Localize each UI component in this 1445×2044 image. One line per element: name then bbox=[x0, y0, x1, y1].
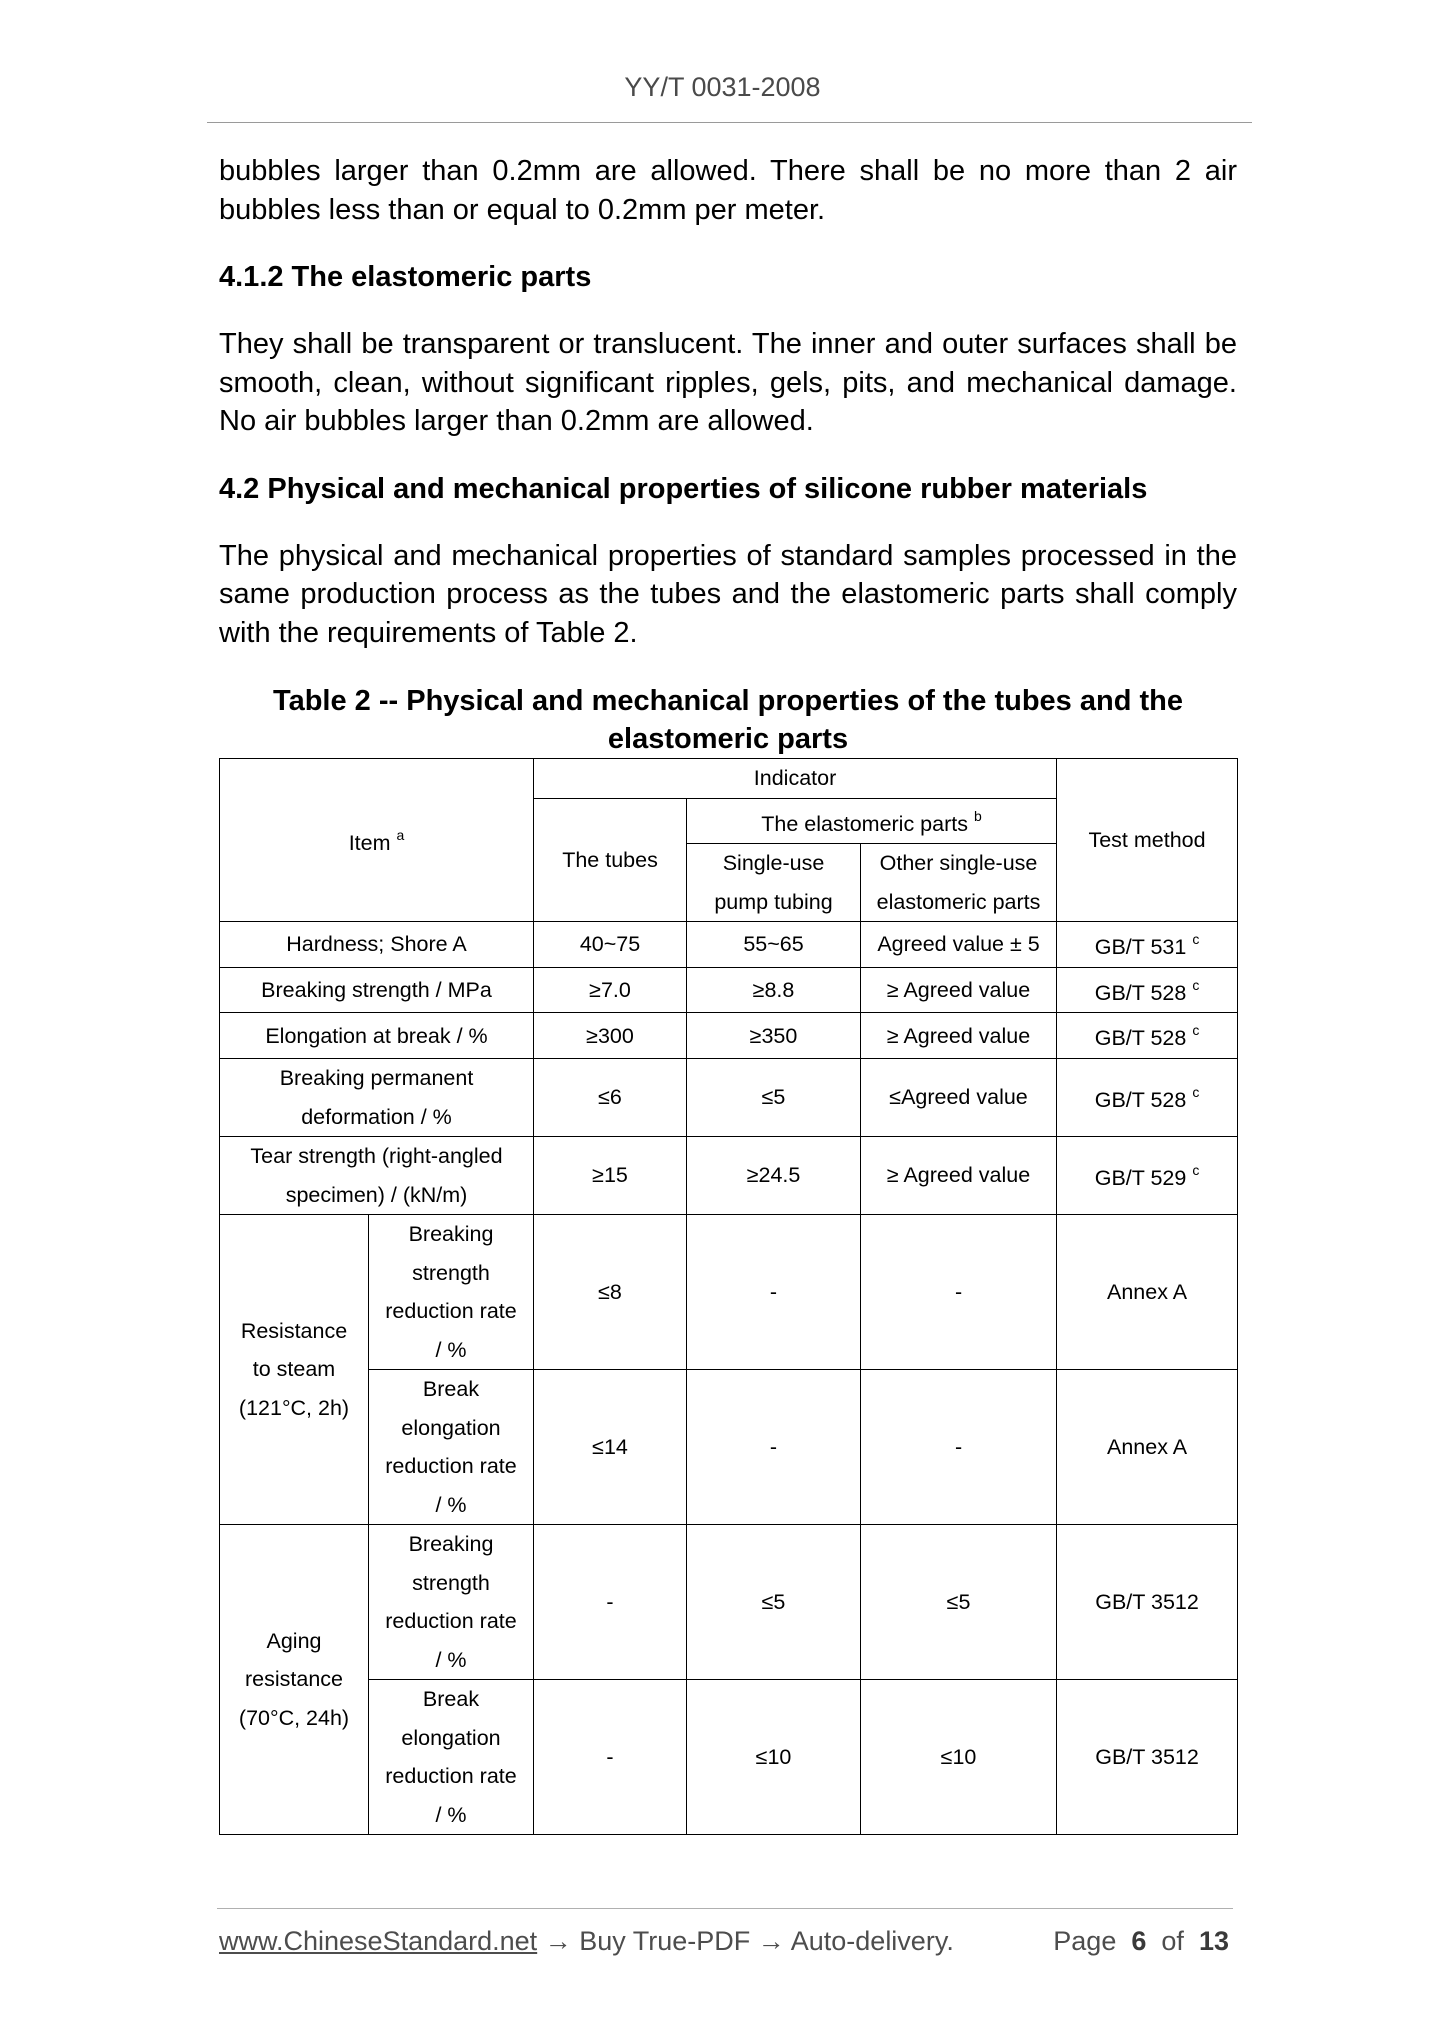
page-number: Page 6 of 13 bbox=[1053, 1926, 1229, 1956]
item-cell: Tear strength (right-angled specimen) / (kN/m) bbox=[220, 1137, 534, 1215]
paragraph-air-bubbles: bubbles larger than 0.2mm are allowed. There shall be no more than 2 air bubbles less than or equal to 0.2mm per meter. bbox=[219, 155, 1237, 226]
tubes-value-cell: ≥300 bbox=[534, 1013, 687, 1059]
pump-value-cell: 55~65 bbox=[687, 922, 861, 968]
subitem-cell: Break elongation reduction rate / % bbox=[369, 1370, 534, 1525]
table-header-row bbox=[220, 759, 1238, 799]
header-indicator-cell: Indicator bbox=[534, 759, 1057, 799]
item-footnote-mark: a bbox=[396, 826, 405, 843]
item-cell: Breaking strength / MPa bbox=[220, 967, 534, 1013]
tubes-value-cell: ≤14 bbox=[534, 1370, 687, 1525]
method-cell: GB/T 528 $^c$ bbox=[1057, 1013, 1238, 1059]
table-row bbox=[220, 1137, 1238, 1215]
table-caption bbox=[238, 682, 1218, 758]
total-page-count: 13 bbox=[1198, 1926, 1229, 1956]
footer-promo-text: → Buy True-PDF → Auto-delivery. bbox=[537, 1926, 954, 1956]
tubes-value-cell: - bbox=[534, 1680, 687, 1835]
item-cell: Hardness; Shore A bbox=[220, 922, 534, 968]
method-cell: GB/T 3512 bbox=[1057, 1525, 1238, 1680]
other-value-cell: ≤5 bbox=[861, 1525, 1057, 1680]
group-label-cell: Aging resistance (70°C, 24h) bbox=[220, 1525, 369, 1835]
header-other-single-use-cell: Other single-use elastomeric parts bbox=[861, 844, 1057, 922]
header-single-use-cell: Single-use pump tubing bbox=[687, 844, 861, 922]
tubes-value-cell: ≤6 bbox=[534, 1059, 687, 1137]
header-item-cell: Item $^a$ bbox=[220, 759, 534, 922]
document-header-code: YY/T 0031-2008 bbox=[624, 72, 821, 102]
pump-value-cell: - bbox=[687, 1370, 861, 1525]
paragraph-physical-properties: The physical and mechanical properties of standard samples processed in the same production process as the tubes and the elastomeric parts shall comply with the requirements of Table 2. bbox=[219, 539, 1237, 649]
other-value-cell: - bbox=[861, 1215, 1057, 1370]
method-cell: GB/T 531 $^c$ bbox=[1057, 922, 1238, 968]
table-row bbox=[220, 1370, 1238, 1525]
header-elastomeric-cell: The elastomeric parts $^b$ bbox=[687, 798, 1057, 844]
method-cell: GB/T 529 $^c$ bbox=[1057, 1137, 1238, 1215]
table-row bbox=[220, 922, 1238, 968]
other-value-cell: Agreed value ± 5 bbox=[861, 922, 1057, 968]
table-row bbox=[220, 1013, 1238, 1059]
table-row bbox=[220, 967, 1238, 1013]
header-test-method-cell: Test method bbox=[1057, 759, 1238, 922]
other-value-cell: ≤10 bbox=[861, 1680, 1057, 1835]
group-label-cell: Resistance to steam (121°C, 2h) bbox=[220, 1215, 369, 1525]
pump-value-cell: ≥8.8 bbox=[687, 967, 861, 1013]
table-row bbox=[220, 1215, 1238, 1370]
header-tubes-cell: The tubes bbox=[534, 798, 687, 922]
paragraph-elastomeric-parts: They shall be transparent or translucent. The inner and outer surfaces shall be smooth, clean, without significant ripples, gels, pits, and mechanical damage. No air bubbles larger than 0.2mm are allowed. bbox=[219, 328, 1237, 437]
pump-value-cell: ≥24.5 bbox=[687, 1137, 861, 1215]
current-page-number: 6 bbox=[1131, 1926, 1147, 1956]
table-row bbox=[220, 1525, 1238, 1680]
tubes-value-cell: 40~75 bbox=[534, 922, 687, 968]
other-value-cell: ≥ Agreed value bbox=[861, 967, 1057, 1013]
subitem-cell: Break elongation reduction rate / % bbox=[369, 1680, 534, 1835]
table-caption-line-2: elastomeric parts bbox=[607, 723, 849, 755]
properties-table bbox=[219, 758, 1238, 1835]
elastomeric-footnote-mark: b bbox=[973, 807, 982, 824]
footer-promo bbox=[219, 1926, 954, 1957]
subitem-cell: Breaking strength reduction rate / % bbox=[369, 1525, 534, 1680]
other-value-cell: ≥ Agreed value bbox=[861, 1137, 1057, 1215]
subitem-cell: Breaking strength reduction rate / % bbox=[369, 1215, 534, 1370]
pump-value-cell: - bbox=[687, 1215, 861, 1370]
page-content bbox=[219, 152, 1237, 1835]
other-value-cell: ≤Agreed value bbox=[861, 1059, 1057, 1137]
pump-value-cell: ≤5 bbox=[687, 1059, 861, 1137]
pump-value-cell: ≤5 bbox=[687, 1525, 861, 1680]
other-value-cell: ≥ Agreed value bbox=[861, 1013, 1057, 1059]
item-cell: Elongation at break / % bbox=[220, 1013, 534, 1059]
item-cell: Breaking permanent deformation / % bbox=[220, 1059, 534, 1137]
method-cell: Annex A bbox=[1057, 1370, 1238, 1525]
pump-value-cell: ≥350 bbox=[687, 1013, 861, 1059]
footer-divider bbox=[217, 1908, 1233, 1909]
header-divider bbox=[207, 122, 1252, 123]
tubes-value-cell: - bbox=[534, 1525, 687, 1680]
tubes-value-cell: ≥15 bbox=[534, 1137, 687, 1215]
tubes-value-cell: ≤8 bbox=[534, 1215, 687, 1370]
heading-4-1-2: 4.1.2 The elastomeric parts bbox=[219, 261, 592, 293]
chinese-standard-link[interactable]: www.ChineseStandard.net bbox=[219, 1926, 538, 1956]
method-cell: GB/T 528 $^c$ bbox=[1057, 1059, 1238, 1137]
method-cell: GB/T 3512 bbox=[1057, 1680, 1238, 1835]
heading-4-2: 4.2 Physical and mechanical properties of silicone rubber materials bbox=[219, 472, 1148, 505]
other-value-cell: - bbox=[861, 1370, 1057, 1525]
table-row bbox=[220, 1680, 1238, 1835]
table-caption-line-1: Table 2 -- Physical and mechanical properties of the tubes and the bbox=[273, 685, 1183, 717]
method-cell: GB/T 528 $^c$ bbox=[1057, 967, 1238, 1013]
pump-value-cell: ≤10 bbox=[687, 1680, 861, 1835]
tubes-value-cell: ≥7.0 bbox=[534, 967, 687, 1013]
table-row bbox=[220, 1059, 1238, 1137]
method-cell: Annex A bbox=[1057, 1215, 1238, 1370]
